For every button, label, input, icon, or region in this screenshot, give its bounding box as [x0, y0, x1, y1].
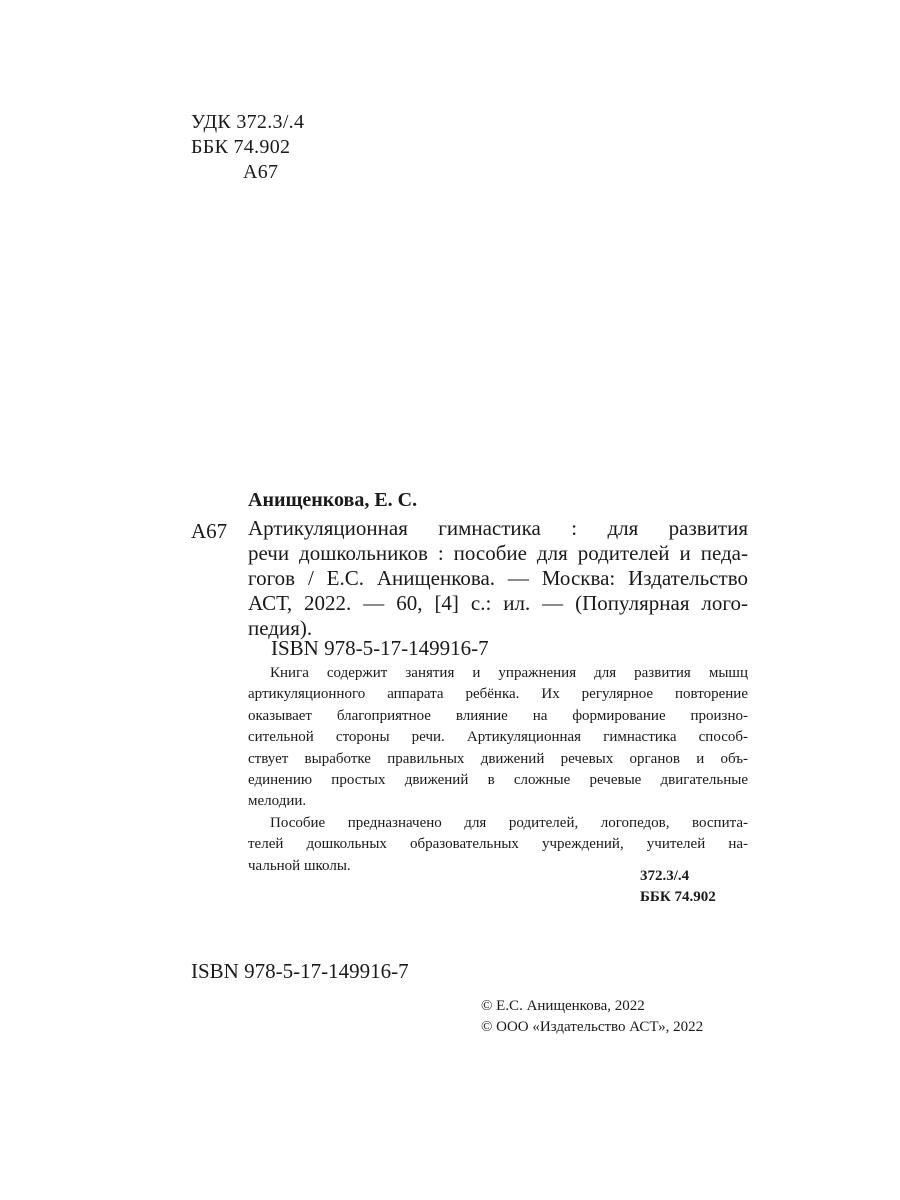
- abstract-line: артикуляционного аппарата ребёнка. Их регулярное повторение: [248, 686, 748, 703]
- copyright-author: © Е.С. Анищенкова, 2022: [481, 998, 645, 1014]
- abstract-line: сительной стороны речи. Артикуляционная гимнастика способ-: [248, 729, 748, 746]
- abstract-line: единению простых движений в сложные речевые двигательные: [248, 772, 748, 789]
- bbk-code: ББК 74.902: [191, 136, 291, 158]
- bib-line: Артикуляционная гимнастика : для развития: [248, 516, 748, 540]
- bibliographic-description: [248, 516, 748, 641]
- abstract: [248, 663, 748, 877]
- author-mark-top: А67: [243, 161, 279, 183]
- copyright-publisher: © ООО «Издательство АСТ», 2022: [481, 1019, 704, 1035]
- classification-codes: [640, 866, 716, 908]
- bib-line: речи дошкольников : пособие для родителей и педа-: [248, 541, 748, 565]
- abstract-line: Книга содержит занятия и упражнения для развития мышц: [270, 665, 748, 681]
- udk-short: 372.3/.4: [640, 868, 690, 884]
- bib-line: АСТ, 2022. — 60, [4] с.: ил. — (Популярная лого-: [248, 591, 748, 615]
- bib-line: педия).: [248, 616, 313, 640]
- abstract-line: чальной школы.: [248, 857, 351, 874]
- abstract-line: оказывает благоприятное влияние на формирование произно-: [248, 707, 748, 724]
- isbn-footer: ISBN 978-5-17-149916-7: [191, 959, 409, 983]
- abstract-line: ствует выработке правильных движений речевых органов и объ-: [248, 750, 748, 767]
- author-name: Анищенкова, Е. С.: [248, 489, 418, 511]
- udk-code: УДК 372.3/.4: [191, 111, 305, 133]
- abstract-line: телей дошкольных образовательных учреждений, учителей на-: [248, 836, 748, 853]
- abstract-line: мелодии.: [248, 793, 307, 810]
- bbk-short: ББК 74.902: [640, 889, 716, 905]
- copyright-block: [481, 996, 703, 1038]
- author-mark: А67: [191, 519, 228, 543]
- abstract-line: Пособие предназначено для родителей, логопедов, воспита-: [270, 814, 748, 831]
- bib-line: гогов / Е.С. Анищенкова. — Москва: Издательство: [248, 566, 748, 590]
- isbn-entry: ISBN 978-5-17-149916-7: [271, 636, 489, 660]
